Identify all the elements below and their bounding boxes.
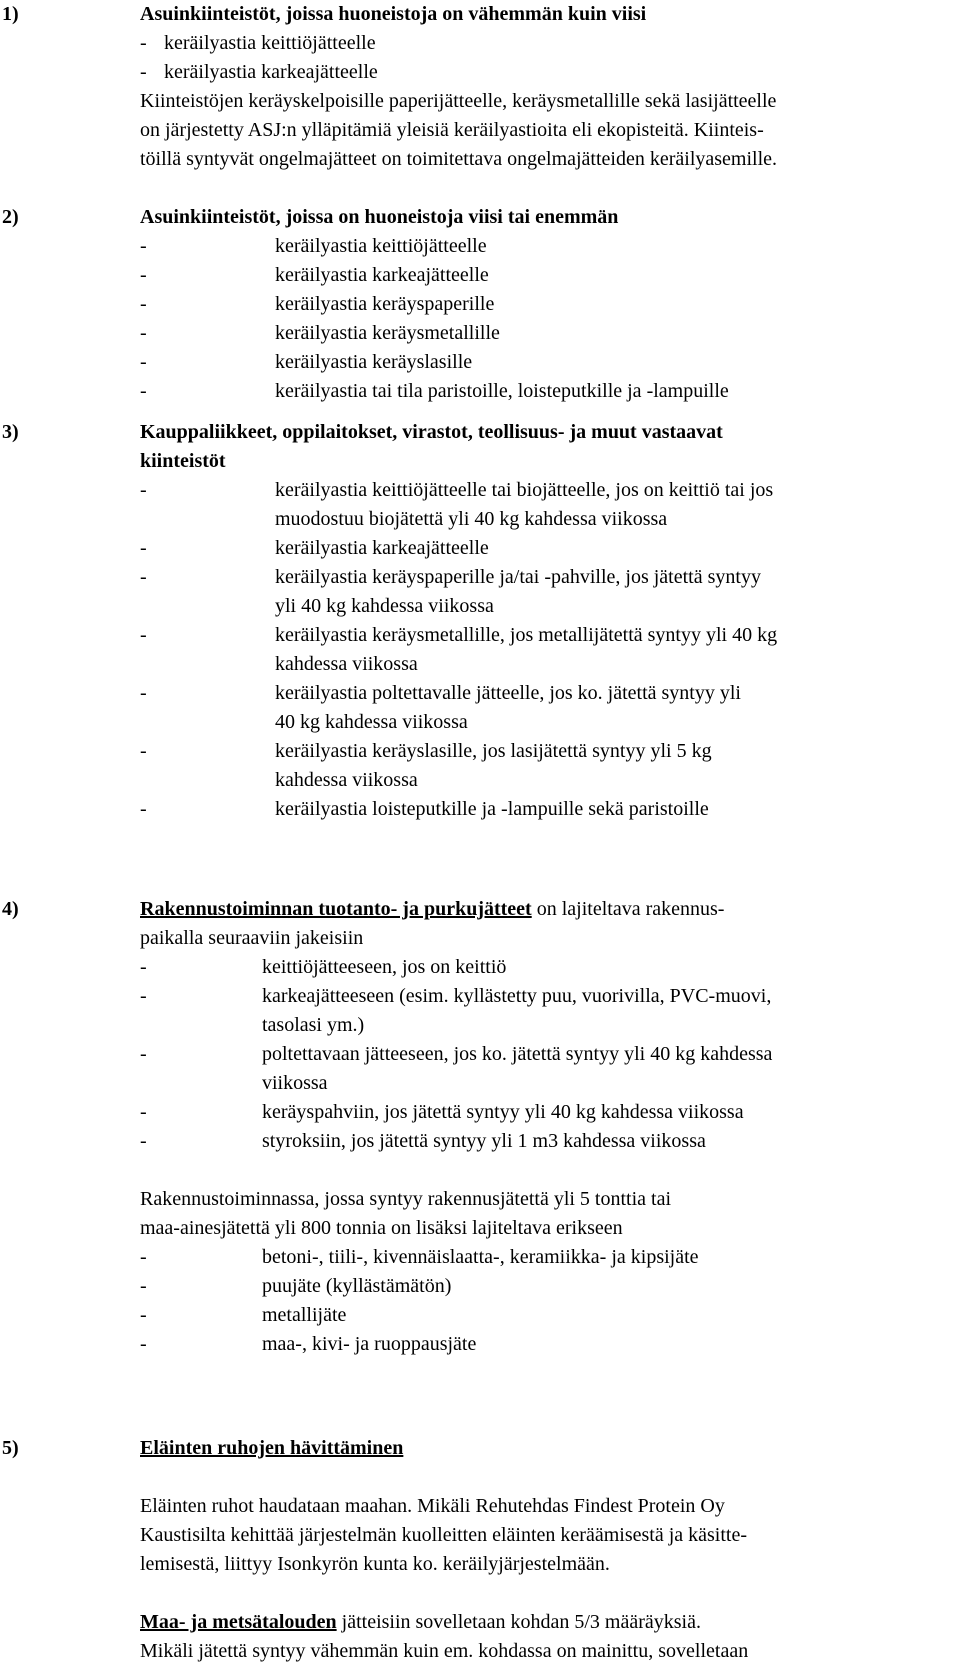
list-item: - karkeajätteeseen (esim. kyllästetty puu, vuorivilla, PVC-muovi, tasolasi ym.): [140, 985, 772, 1036]
section-body: [140, 1434, 940, 1666]
section-body: [140, 203, 940, 406]
section-body: [140, 895, 940, 1359]
paragraph-line: lemisestä, liittyy Isonkyrön kunta ko. keräilyjärjestelmään.: [140, 1553, 610, 1575]
paragraph-line: maa-ainesjätettä yli 800 tonnia on lisäksi lajiteltava erikseen: [140, 1217, 623, 1239]
section-number: 2): [2, 206, 19, 228]
list-item: - betoni-, tiili-, kivennäislaatta-, keramiikka- ja kipsijäte: [140, 1246, 699, 1268]
list-item: - keräilyastia karkeajätteelle: [140, 264, 489, 286]
section-heading: Asuinkiinteistöt, joissa huoneistoja on vähemmän kuin viisi: [140, 3, 647, 25]
section-body: [140, 418, 940, 824]
list-item: - keräilyastia keräyspaperille ja/tai -pahville, jos jätettä syntyy yli 40 kg kahdessa viikossa: [140, 566, 761, 617]
list-item: - keräilyastia keittiöjätteelle: [140, 29, 940, 58]
paragraph-line: Rakennustoiminnassa, jossa syntyy rakennusjätettä yli 5 tonttia tai: [140, 1188, 672, 1210]
list-item: - keräilyastia keräysmetallille: [140, 322, 500, 344]
paragraph-line: Mikäli jätettä syntyy vähemmän kuin em. kohdassa on mainittu, sovelletaan: [140, 1640, 749, 1662]
list-item: - keittiöjätteeseen, jos on keittiö: [140, 956, 507, 978]
paragraph-line: Eläinten ruhot haudataan maahan. Mikäli Rehutehdas Findest Protein Oy: [140, 1495, 725, 1517]
section-number: 3): [2, 421, 19, 443]
paragraph-line: Maa- ja metsätalouden jätteisiin sovelletaan kohdan 5/3 määräyksiä.: [140, 1611, 701, 1633]
dash-marker: -: [140, 61, 147, 83]
section-heading: Asuinkiinteistöt, joissa on huoneistoja viisi tai enemmän: [140, 206, 619, 228]
list-item: - keräilyastia keittiöjätteelle tai biojätteelle, jos on keittiö tai jos muodostuu biojätettä yli 40 kg kahdessa viikossa: [140, 479, 774, 530]
list-item: - keräilyastia karkeajätteelle: [140, 58, 940, 87]
list-item: - keräilyastia keräyslasille: [140, 351, 473, 373]
section-heading: Kauppaliikkeet, oppilaitokset, virastot, teollisuus- ja muut vastaavat: [140, 421, 723, 443]
list-item: - maa-, kivi- ja ruoppausjäte: [140, 1333, 477, 1355]
list-item: - puujäte (kyllästämätön): [140, 1275, 452, 1297]
paragraph-line: on järjestetty ASJ:n ylläpitämiä yleisiä keräilyastioita eli ekopisteitä. Kiinteis-: [140, 119, 764, 141]
paragraph-line: Kaustisilta kehittää järjestelmän kuolleitten eläinten keräämisestä ja käsitte-: [140, 1524, 748, 1546]
list-item: - keräyspahviin, jos jätettä syntyy yli 40 kg kahdessa viikossa: [140, 1101, 744, 1123]
list-item: - metallijäte: [140, 1304, 347, 1326]
section-number: 5): [2, 1437, 19, 1459]
section-heading: Eläinten ruhojen hävittäminen: [140, 1437, 404, 1459]
list-item: - keräilyastia karkeajätteelle: [140, 537, 489, 559]
list-item: - keräilyastia loisteputkille ja -lampuille sekä paristoille: [140, 798, 709, 820]
section-heading-cont: paikalla seuraaviin jakeisiin: [140, 927, 364, 949]
list-item: - keräilyastia poltettavalle jätteelle, jos ko. jätettä syntyy yli 40 kg kahdessa viikossa: [140, 682, 741, 733]
section-number: 1): [2, 3, 19, 25]
section-heading-cont: kiinteistöt: [140, 450, 226, 472]
list-item: - keräilyastia keittiöjätteelle: [140, 235, 487, 257]
section-heading: Rakennustoiminnan tuotanto- ja purkujätteet on lajiteltava rakennus-: [140, 898, 725, 920]
section-number: 4): [2, 898, 19, 920]
paragraph-line: Kiinteistöjen keräyskelpoisille paperijätteelle, keräysmetallille sekä lasijätteelle: [140, 90, 777, 112]
dash-marker: -: [140, 32, 147, 54]
list-item: - keräilyastia tai tila paristoille, loisteputkille ja -lampuille: [140, 380, 729, 402]
list-item: - keräilyastia keräyslasille, jos lasijätettä syntyy yli 5 kg kahdessa viikossa: [140, 740, 712, 791]
section-body: [140, 0, 940, 174]
list-item: - styroksiin, jos jätettä syntyy yli 1 m3 kahdessa viikossa: [140, 1130, 706, 1152]
list-item: - poltettavaan jätteeseen, jos ko. jätettä syntyy yli 40 kg kahdessa viikossa: [140, 1043, 773, 1094]
paragraph-line: töillä syntyvät ongelmajätteet on toimitettava ongelmajätteiden keräilyasemille.: [140, 148, 778, 170]
list-item: - keräilyastia keräyspaperille: [140, 293, 495, 315]
list-item: - keräilyastia keräysmetallille, jos metallijätettä syntyy yli 40 kg kahdessa viikossa: [140, 624, 778, 675]
